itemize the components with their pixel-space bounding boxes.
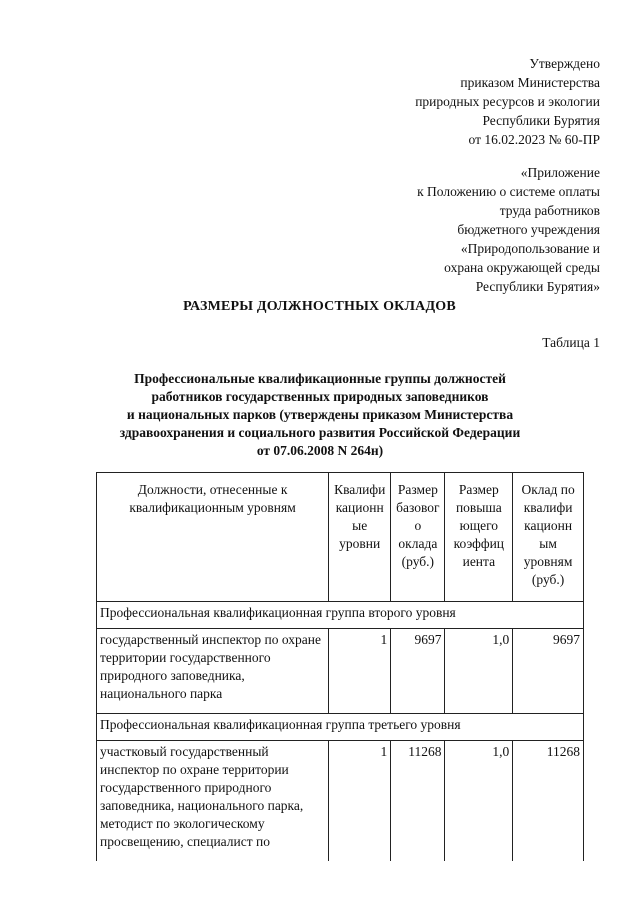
approval-line: природных ресурсов и экологии: [415, 94, 600, 109]
group-row: [97, 714, 584, 741]
approval-block: [415, 54, 600, 149]
salary-table: [96, 472, 584, 861]
appendix-line: охрана окружающей среды: [444, 260, 600, 275]
document-title: РАЗМЕРЫ ДОЛЖНОСТНЫХ ОКЛАДОВ: [183, 299, 456, 314]
table-header-row: [97, 473, 584, 602]
group-title: Профессиональная квалификационная группа второго уровня: [97, 602, 584, 629]
cell-position: государственный инспектор по охране территории государственного природного заповедника, национального парка: [97, 629, 329, 714]
approval-line: Республики Бурятия: [482, 113, 600, 128]
group-title: Профессиональная квалификационная группа третьего уровня: [97, 714, 584, 741]
subtitle-line: и национальных парков (утверждены приказом Министерства: [126, 407, 514, 422]
table-row: [97, 629, 584, 714]
group-row: [97, 602, 584, 629]
header-position: Должности, отнесенные к квалификационным уровням: [97, 473, 329, 602]
appendix-line: к Положению о системе оплаты: [417, 184, 600, 199]
appendix-line: бюджетного учреждения: [457, 222, 600, 237]
cell-base-salary: 11268: [391, 741, 445, 862]
table-subtitle: [60, 370, 580, 460]
approval-line: Утверждено: [529, 56, 600, 71]
appendix-line: труда работников: [499, 203, 600, 218]
subtitle-line: здравоохранения и социального развития Российской Федерации: [119, 425, 521, 440]
cell-salary: 11268: [513, 741, 584, 862]
cell-base-salary: 9697: [391, 629, 445, 714]
cell-coefficient: 1,0: [445, 629, 513, 714]
appendix-line: Республики Бурятия»: [475, 279, 600, 294]
subtitle-line: от 07.06.2008 N 264н): [256, 443, 384, 458]
table-label: Таблица 1: [542, 335, 600, 350]
approval-line: от 16.02.2023 № 60-ПР: [468, 132, 600, 147]
cell-salary: 9697: [513, 629, 584, 714]
cell-level: 1: [329, 629, 391, 714]
cell-level: 1: [329, 741, 391, 862]
header-salary: Оклад по квалифи кационн ым уровням (руб.): [513, 473, 584, 602]
appendix-line: «Природопользование и: [460, 241, 600, 256]
cell-position: участковый государственный инспектор по охране территории государственного природного заповедника, национального парка, методист по экологическому просвещению, специалист по: [97, 741, 329, 862]
appendix-line: «Приложение: [520, 165, 600, 180]
subtitle-line: Профессиональные квалификационные группы должностей: [134, 371, 506, 386]
table-row: [97, 741, 584, 862]
appendix-block: [417, 163, 600, 296]
header-base-salary: Размер базовог о оклада (руб.): [391, 473, 445, 602]
subtitle-line: работников государственных природных заповедников: [151, 389, 489, 404]
approval-line: приказом Министерства: [460, 75, 600, 90]
header-coefficient: Размер повыша ющего коэффиц иента: [445, 473, 513, 602]
header-level: Квалифи кационн ые уровни: [329, 473, 391, 602]
cell-coefficient: 1,0: [445, 741, 513, 862]
